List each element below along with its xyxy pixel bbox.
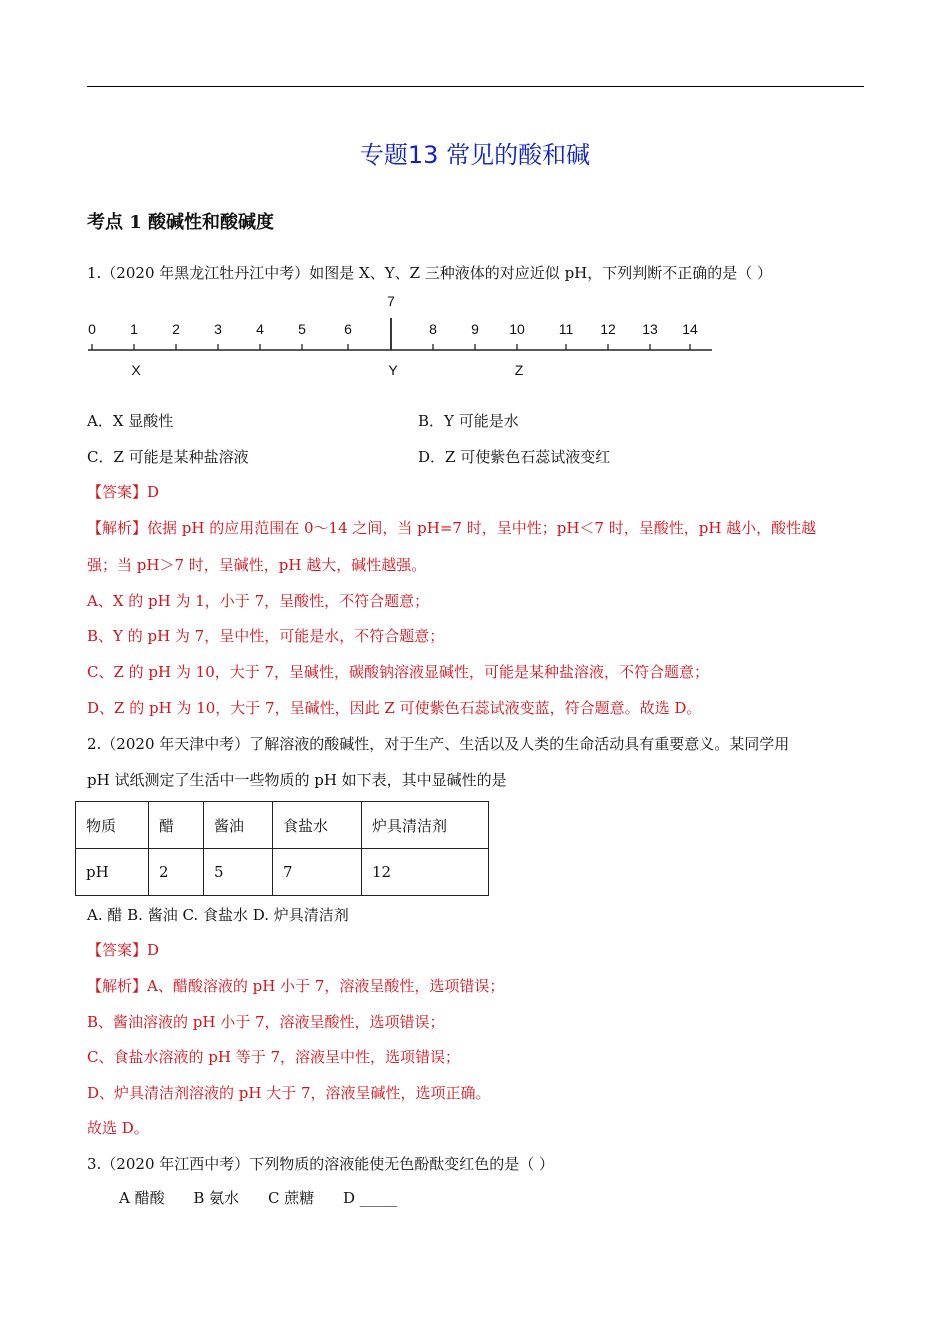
ph-table xyxy=(75,801,489,896)
ph-number-line xyxy=(80,288,720,388)
q2-analysis-line-3: C、食盐水溶液的 pH 等于 7，溶液呈中性，选项错误； xyxy=(87,1048,461,1066)
axis-tick-label: 12 xyxy=(600,321,616,337)
axis-tick-label: 1 xyxy=(130,321,138,337)
q3-option-a: A 醋酸 xyxy=(119,1189,165,1207)
table-cell: 物质 xyxy=(76,802,149,849)
q1-analysis-line-6: D、Z 的 pH 为 10，大于 7，呈碱性，因此 Z 可使紫色石蕊试液变蓝，符合题意。故选 D。 xyxy=(87,699,702,717)
q1-stem: 1.（2020 年黑龙江牡丹江中考）如图是 X、Y、Z 三种液体的对应近似 pH，下列判断不正确的是（ ） xyxy=(87,264,773,282)
analysis-text: 依据 pH 的应用范围在 0～14 之间，当 pH=7 时，呈中性；pH＜7 时，呈酸性，pH 越小，酸性越 xyxy=(147,519,817,537)
axis-tick-label: 7 xyxy=(387,293,395,309)
table-cell: 2 xyxy=(149,849,204,896)
q3-options xyxy=(119,1187,421,1208)
q2-conclusion: 故选 D。 xyxy=(87,1119,149,1137)
q1-analysis-line-5: C、Z 的 pH 为 10，大于 7，呈碱性，碳酸钠溶液显碱性，可能是某种盐溶液，不符合题意； xyxy=(87,663,710,681)
analysis-label: 【解析】 xyxy=(87,519,148,537)
axis-tick-label: 10 xyxy=(509,321,525,337)
table-header-row xyxy=(76,802,489,849)
q2-stem-line-2: pH 试纸测定了生活中一些物质的 pH 如下表，其中显碱性的是 xyxy=(87,771,507,789)
answer-value: D xyxy=(147,941,160,959)
answer-value: D xyxy=(147,483,160,501)
axis-marker-x: X xyxy=(131,362,141,378)
axis-tick-label: 4 xyxy=(256,321,264,337)
analysis-text: A、醋酸溶液的 pH 小于 7，溶液呈酸性，选项错误； xyxy=(147,977,505,995)
q1-answer xyxy=(87,481,159,502)
axis-tick-label: 14 xyxy=(682,321,698,337)
table-cell: 5 xyxy=(204,849,273,896)
page-title: 专题13 常见的酸和碱 xyxy=(359,141,591,169)
q2-analysis-line-2: B、酱油溶液的 pH 小于 7，溶液呈酸性，选项错误； xyxy=(87,1013,445,1031)
table-cell: 食盐水 xyxy=(273,802,362,849)
axis-tick-label: 11 xyxy=(558,321,574,337)
q1-analysis-line-3: A、X 的 pH 为 1，小于 7，呈酸性，不符合题意； xyxy=(87,592,430,610)
answer-label: 【答案】 xyxy=(87,941,148,959)
axis-tick-label: 3 xyxy=(214,321,222,337)
q3-option-b: B 氨水 xyxy=(193,1189,240,1207)
table-cell: pH xyxy=(76,849,149,896)
header-rule xyxy=(87,86,864,87)
q3-stem: 3.（2020 年江西中考）下列物质的溶液能使无色酚酞变红色的是（ ） xyxy=(87,1155,555,1173)
axis-marker-y: Y xyxy=(388,362,398,378)
axis-tick-label: 0 xyxy=(88,321,96,337)
axis-tick-label: 6 xyxy=(344,321,352,337)
axis-tick-label: 13 xyxy=(642,321,658,337)
table-row xyxy=(76,849,489,896)
q2-stem-line-1: 2.（2020 年天津中考）了解溶液的酸碱性，对于生产、生活以及人类的生命活动具有重要意义。某同学用 xyxy=(87,735,790,753)
table-cell: 12 xyxy=(362,849,489,896)
q1-option-d: D．Z 可使紫色石蕊试液变红 xyxy=(418,448,611,466)
axis-tick-label: 9 xyxy=(471,321,479,337)
q1-analysis-line-4: B、Y 的 pH 为 7，呈中性，可能是水，不符合题意； xyxy=(87,627,445,645)
axis-tick-label: 2 xyxy=(172,321,180,337)
answer-label: 【答案】 xyxy=(87,483,148,501)
analysis-label: 【解析】 xyxy=(87,977,148,995)
table-cell: 7 xyxy=(273,849,362,896)
q2-options: A. 醋 B. 酱油 C. 食盐水 D. 炉具清洁剂 xyxy=(87,906,349,924)
q1-analysis-line-1 xyxy=(87,517,816,538)
table-cell: 炉具清洁剂 xyxy=(362,802,489,849)
axis-marker-z: Z xyxy=(514,362,524,378)
table-cell: 醋 xyxy=(149,802,204,849)
section-heading: 考点 1 酸碱性和酸碱度 xyxy=(87,212,275,233)
q3-option-d: D _____ xyxy=(343,1189,398,1207)
q2-answer xyxy=(87,939,159,960)
axis-tick-label: 5 xyxy=(298,321,306,337)
q2-analysis-line-4: D、炉具清洁剂溶液的 pH 大于 7，溶液呈碱性，选项正确。 xyxy=(87,1084,491,1102)
axis-tick-label: 8 xyxy=(429,321,437,337)
q2-analysis-line-1 xyxy=(87,975,504,996)
q3-option-c: C 蔗糖 xyxy=(267,1189,315,1207)
q1-analysis-line-2: 强；当 pH＞7 时，呈碱性，pH 越大，碱性越强。 xyxy=(87,556,427,574)
table-cell: 酱油 xyxy=(204,802,273,849)
q1-option-c: C．Z 可能是某种盐溶液 xyxy=(87,448,249,466)
q1-option-a: A．X 显酸性 xyxy=(87,412,174,430)
q1-option-b: B．Y 可能是水 xyxy=(418,412,519,430)
